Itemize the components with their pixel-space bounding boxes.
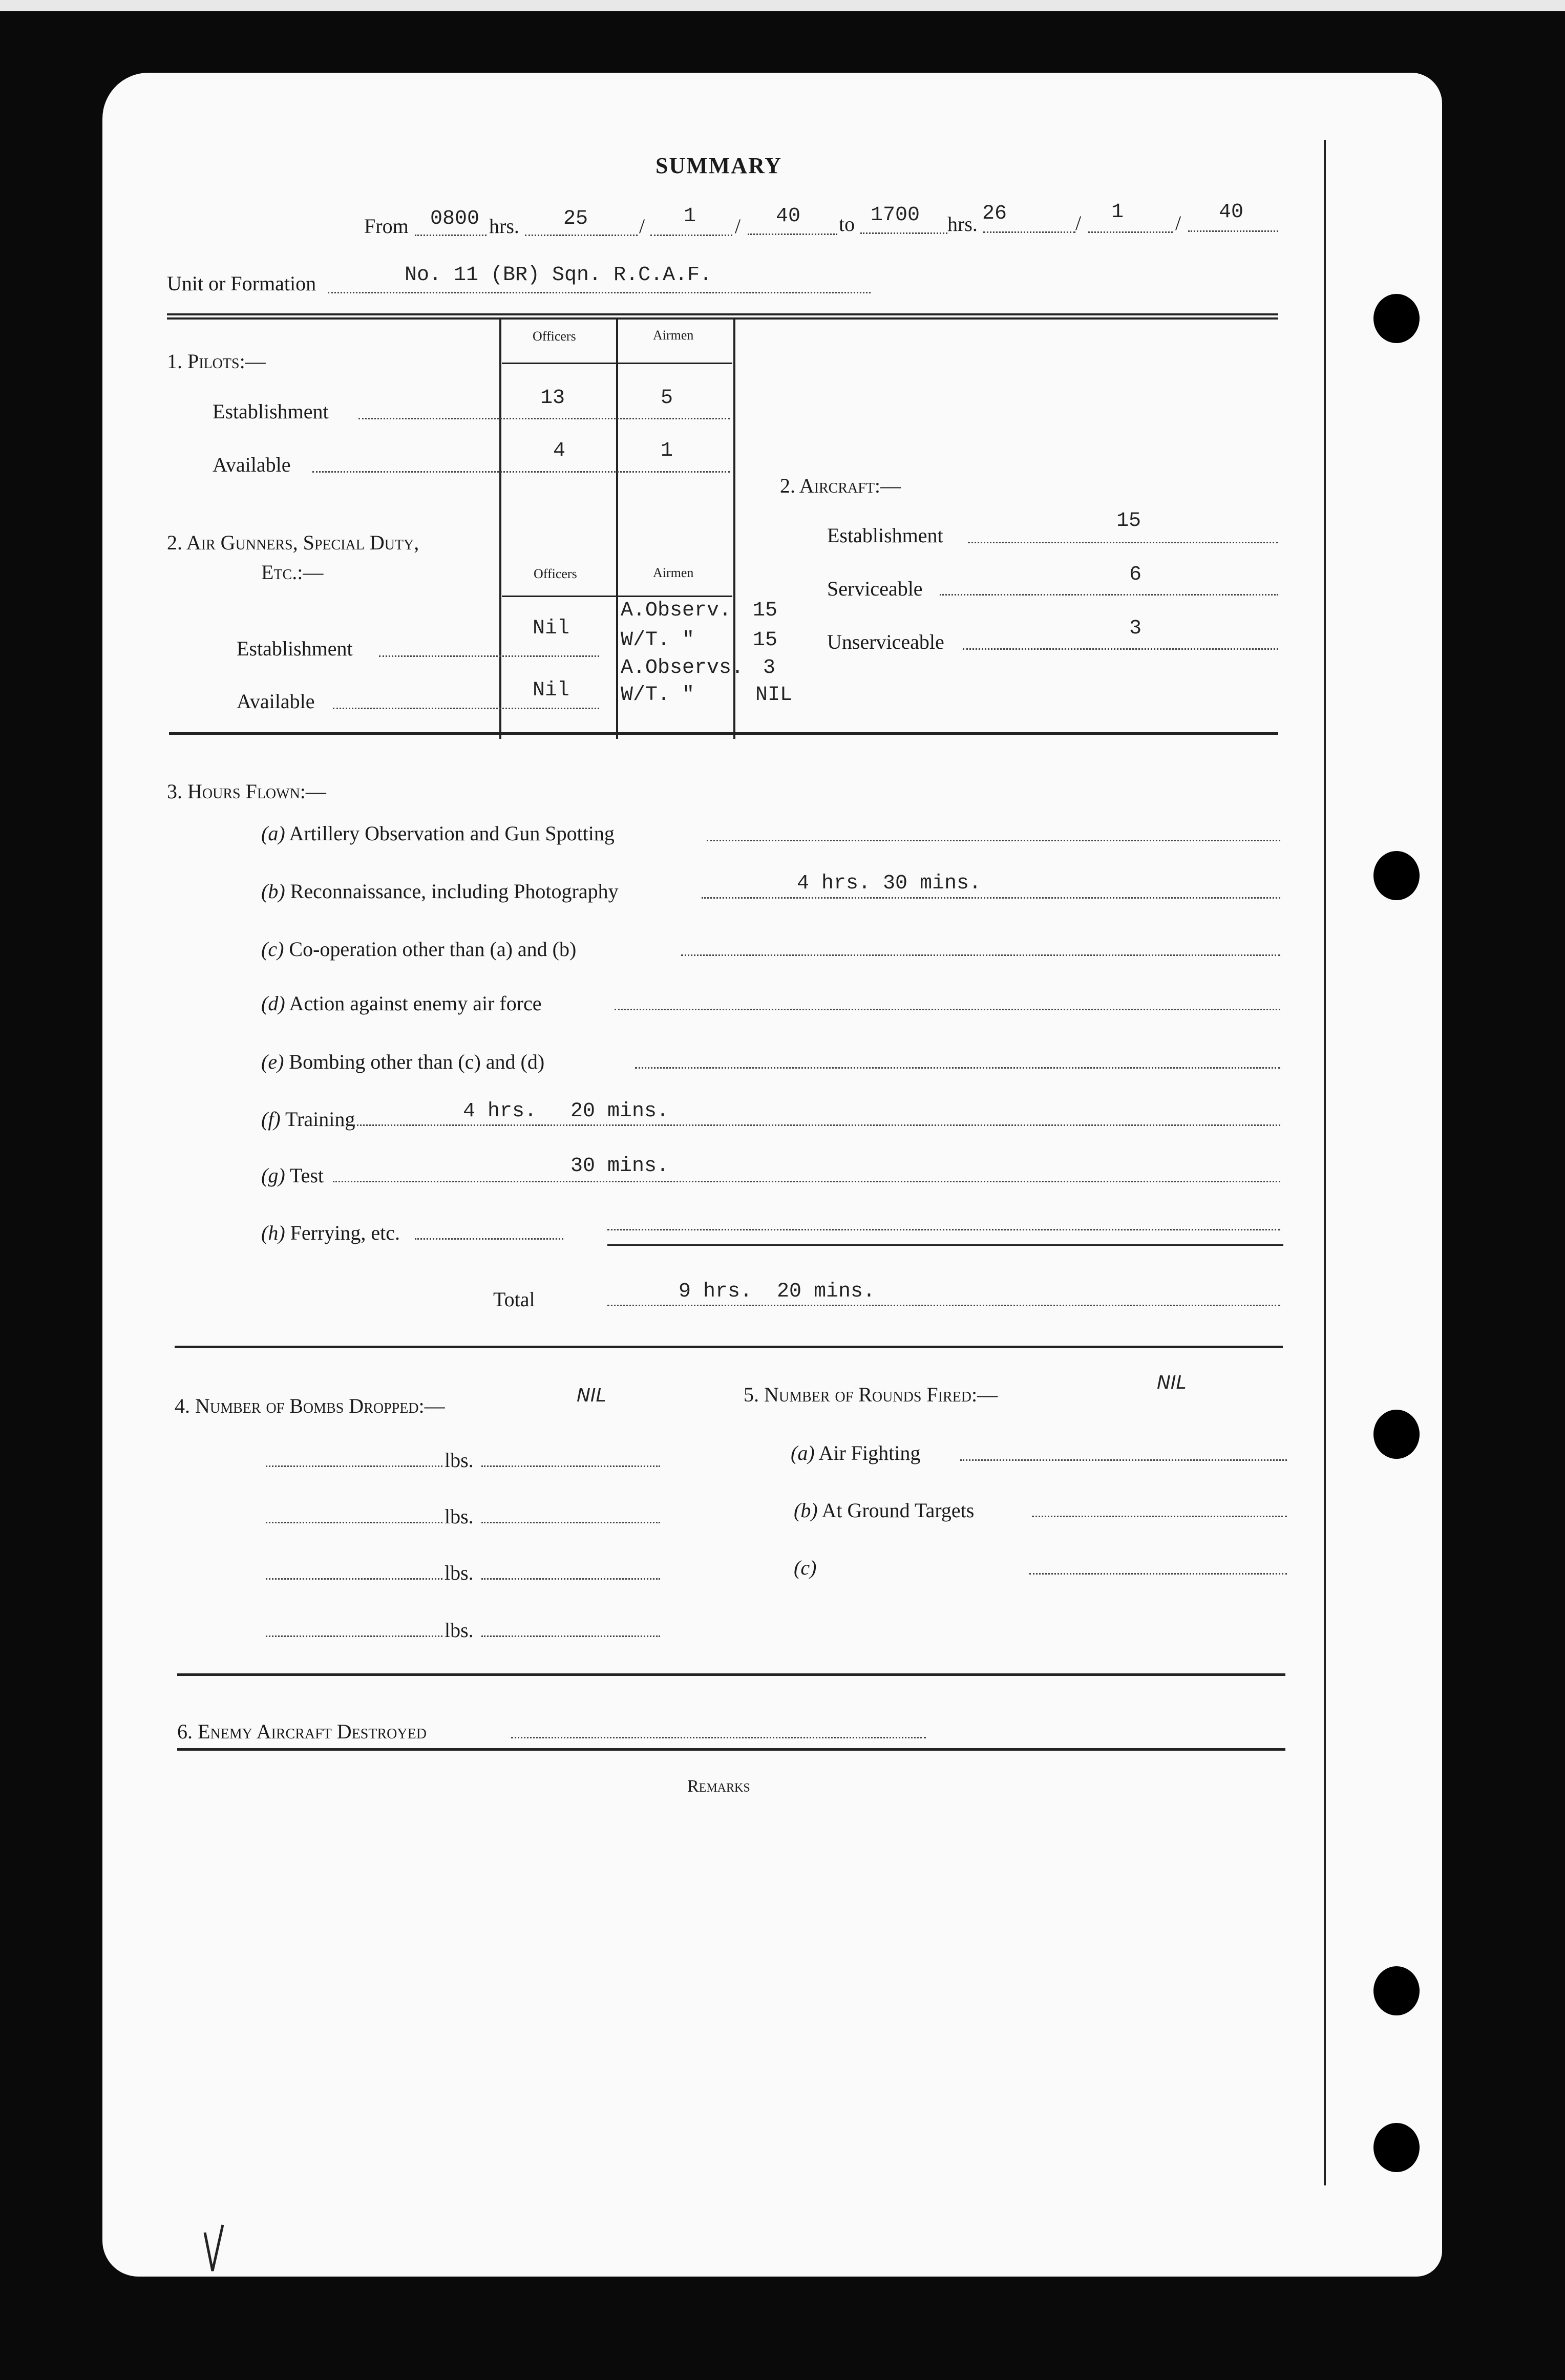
from-day: 25 bbox=[563, 207, 588, 230]
film-edge bbox=[0, 0, 1565, 11]
bombs-value: NIL bbox=[577, 1385, 606, 1406]
col-airmen: Airmen bbox=[653, 328, 694, 343]
from-label: From bbox=[364, 215, 409, 238]
total-value: 9 hrs. 20 mins. bbox=[679, 1280, 876, 1303]
aircraft-unserviceable-value: 3 bbox=[1129, 617, 1142, 640]
binder-hole bbox=[1373, 1966, 1420, 2015]
hours-recon-value: 4 hrs. 30 mins. bbox=[797, 872, 982, 895]
from-year: 40 bbox=[776, 205, 801, 228]
total-label: Total bbox=[493, 1288, 535, 1311]
rounds-heading: 5. Number of Rounds Fired:— bbox=[744, 1383, 998, 1406]
hours-test-value: 30 mins. bbox=[570, 1155, 669, 1178]
hours-heading: 3. Hours Flown:— bbox=[167, 780, 326, 803]
hrs-label: hrs. bbox=[489, 215, 519, 238]
from-time: 0800 bbox=[430, 207, 480, 230]
hours-training-hrs: 4 hrs. bbox=[463, 1100, 537, 1123]
binder-hole bbox=[1373, 294, 1420, 343]
remarks-heading: Remarks bbox=[687, 1777, 750, 1796]
aircraft-serviceable-value: 6 bbox=[1129, 563, 1142, 586]
pilots-avail-airmen: 1 bbox=[661, 439, 673, 462]
aircraft-heading: 2. Aircraft:— bbox=[780, 474, 901, 497]
gunners-est-officers: Nil bbox=[533, 617, 570, 640]
rounds-value: NIL bbox=[1157, 1372, 1187, 1393]
from-month: 1 bbox=[684, 205, 696, 228]
pilots-heading: 1. Pilots:— bbox=[167, 350, 266, 373]
to-day: 26 bbox=[982, 202, 1007, 225]
gunners-avail-officers: Nil bbox=[533, 679, 570, 702]
check-mark-icon bbox=[200, 2222, 230, 2279]
pilots-est-officers: 13 bbox=[540, 387, 565, 410]
gunners-heading: 2. Air Gunners, Special Duty, bbox=[167, 531, 419, 554]
binder-hole bbox=[1373, 2123, 1420, 2172]
to-label: to bbox=[839, 213, 855, 236]
to-year: 40 bbox=[1219, 201, 1244, 224]
unit-value: No. 11 (BR) Sqn. R.C.A.F. bbox=[405, 264, 712, 287]
binder-hole bbox=[1373, 851, 1420, 900]
bombs-heading: 4. Number of Bombs Dropped:— bbox=[175, 1394, 445, 1417]
binder-hole bbox=[1373, 1410, 1420, 1459]
col-officers: Officers bbox=[533, 329, 576, 344]
hours-training-mins: 20 mins. bbox=[570, 1100, 669, 1123]
to-month: 1 bbox=[1111, 201, 1124, 224]
enemy-heading: 6. Enemy Aircraft Destroyed bbox=[177, 1720, 427, 1743]
to-time: 1700 bbox=[871, 204, 920, 227]
page-title: SUMMARY bbox=[655, 153, 782, 178]
unit-label: Unit or Formation bbox=[167, 272, 316, 295]
aircraft-est-value: 15 bbox=[1116, 509, 1141, 533]
pilots-avail-officers: 4 bbox=[553, 439, 566, 462]
pilots-est-airmen: 5 bbox=[661, 387, 673, 410]
